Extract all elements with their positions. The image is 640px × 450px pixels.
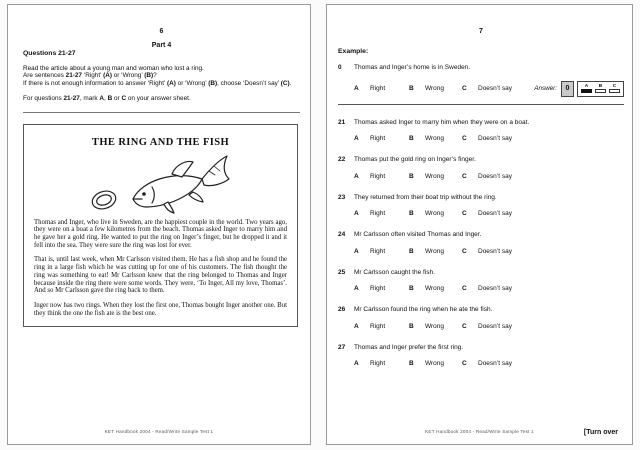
example-options [354, 81, 624, 97]
option-a-label: Right [370, 172, 386, 180]
question-row [338, 306, 624, 314]
footer-right: KET Handbook 2004 - Read/Write Sample Test 1 [425, 429, 534, 434]
option-b-letter: B [409, 360, 414, 367]
example-question [338, 64, 624, 72]
question-number: 23 [338, 193, 346, 201]
question-options [354, 173, 624, 180]
option-a-label: Right [370, 85, 386, 92]
fish-icon [133, 156, 229, 213]
example-heading: Example: [338, 48, 369, 55]
questions-heading: Questions 21-27 [23, 50, 76, 57]
option-c-letter: C [462, 247, 467, 255]
page-6 [7, 4, 311, 445]
article-title: THE RING AND THE FISH [91, 136, 230, 148]
option-b-label: Wrong [425, 135, 445, 142]
article-paragraph: Inger now has two rings. When they lost the first one, Thomas bought Inger another one. But they think the one the fish ate is the best one. [34, 301, 287, 317]
option-c-label: Doesn’t say [478, 85, 512, 92]
option-a-letter: A [354, 210, 359, 217]
option-b-label: Wrong [425, 210, 445, 217]
answer-column-a [581, 84, 592, 93]
article-paragraph: Thomas and Inger, who live in Sweden, are the happiest couple in the world. Two years ago, they were on a boat a few kilometres from the beach. Thomas asked Inger to marry him and he gave her a gold ring. He wanted to put the ring on Inger’s finger, but he dropped it and it fell into the sea. They were sure the ring was lost for ever. [34, 218, 287, 249]
question-number: 22 [338, 156, 346, 163]
answer-col-letter: A [584, 83, 589, 89]
question-options [354, 248, 624, 255]
option-c-label: Doesn’t say [478, 322, 512, 330]
question-row [338, 344, 624, 352]
example-text: Thomas and Inger’s home is in Sweden. [354, 64, 471, 71]
option-a-label: Right [370, 322, 386, 330]
question-text: They returned from their boat trip without the ring. [354, 193, 497, 201]
option-c-label: Doesn’t say [478, 210, 512, 217]
question-text: Mr Carlsson caught the fish. [354, 268, 435, 276]
question-options [354, 360, 624, 367]
answer-number-box: 0 [561, 81, 574, 97]
instruction-line: If there is not enough information to answer ‘Right’ (A) or ‘Wrong’ (B), choose ‘Doesn’t say’ (C). [23, 79, 292, 87]
option-b-letter: B [409, 85, 414, 92]
option-a-letter: A [354, 247, 359, 255]
question-row [338, 231, 624, 239]
question-number: 24 [338, 231, 346, 238]
ring-icon [89, 188, 117, 212]
article-paragraph: That is, until last week, when Mr Carlsson visited them. He has a fish shop and he found the ring in a large fish which he was cutting up for one of his customers. The fish thought the ring was something to eat! Mr Carlsson knew that the ring belonged to Thomas and Inger because inside the ring there were some words. They were, ‘To Inger, All my love, Thomas’. And so Mr Carlsson gave the ring back to them. [34, 256, 287, 295]
option-b-label: Wrong [425, 172, 445, 180]
option-b-letter: B [409, 247, 414, 255]
ring-and-fish-illustration [76, 152, 246, 216]
option-a-label: Right [370, 285, 386, 292]
option-c-letter: C [462, 172, 467, 180]
answer-mark-box [577, 81, 624, 97]
answer-label: Answer: [534, 85, 557, 92]
page-number-right: 7 [479, 28, 483, 35]
option-a-letter: A [354, 360, 359, 367]
page-7 [326, 4, 633, 445]
option-a-letter: A [354, 85, 359, 92]
instruction-line: Are sentences 21-27 ‘Right’ (A) or ‘Wrong’ (B)? [23, 72, 157, 80]
answer-mark-empty [609, 89, 620, 93]
option-a-letter: A [354, 285, 359, 292]
question-text: Thomas asked Inger to marry him when they were on a boat. [354, 118, 530, 126]
answer-mark-empty [595, 89, 606, 93]
question-text: Thomas and Inger prefer the first ring. [354, 343, 464, 351]
option-a-letter: A [354, 322, 359, 330]
option-a-letter: A [354, 135, 359, 142]
option-a-label: Right [370, 247, 386, 255]
option-a-label: Right [370, 360, 386, 367]
answer-column-b [595, 84, 606, 93]
page-number-left: 6 [159, 28, 164, 35]
option-c-letter: C [462, 210, 467, 217]
mark-instruction: For questions 21-27, mark A, B or C on your answer sheet. [23, 95, 191, 103]
question-number: 21 [338, 118, 346, 126]
option-c-label: Doesn’t say [478, 360, 512, 367]
question-row [338, 194, 624, 202]
answer-mark-filled [581, 89, 592, 93]
question-text: Mr Carlsson often visited Thomas and Inger. [354, 231, 482, 238]
footer-left: KET Handbook 2004 - Read/Write Sample Test 1 [104, 429, 214, 434]
option-a-letter: A [354, 172, 359, 180]
option-b-letter: B [409, 210, 414, 217]
turn-over-label: [Turn over [583, 429, 618, 436]
option-c-label: Doesn’t say [478, 172, 512, 180]
option-c-label: Doesn’t say [478, 247, 512, 255]
answer-unit [534, 81, 624, 97]
option-b-letter: B [409, 172, 414, 180]
question-block [338, 344, 624, 368]
example-divider [338, 104, 624, 105]
part-title: Part 4 [151, 42, 172, 49]
question-row [338, 119, 624, 127]
question-options [354, 135, 624, 142]
question-block [338, 194, 624, 218]
divider-rule [23, 112, 300, 113]
answer-col-letter: C [612, 83, 617, 89]
article-box [23, 124, 298, 328]
option-c-letter: C [462, 322, 467, 330]
question-block [338, 306, 624, 330]
question-number: 26 [338, 306, 346, 313]
instruction-line: Read the article about a young man and woman who lost a ring. [23, 65, 204, 72]
option-c-label: Doesn’t say [478, 285, 512, 292]
option-b-label: Wrong [425, 360, 445, 367]
question-number: 27 [338, 343, 346, 351]
question-row [338, 156, 624, 164]
option-c-letter: C [462, 360, 467, 367]
option-b-letter: B [409, 285, 414, 292]
option-a-label: Right [370, 210, 386, 217]
option-c-label: Doesn’t say [478, 135, 512, 142]
option-a-label: Right [370, 135, 386, 142]
option-c-letter: C [462, 135, 467, 142]
option-c-letter: C [462, 285, 467, 292]
option-b-letter: B [409, 135, 414, 142]
question-options [354, 323, 624, 330]
answer-col-letter: B [598, 83, 603, 89]
questions-list [338, 119, 624, 368]
question-text: Mr Carlsson found the ring when he ate the fish. [354, 306, 493, 313]
instructions [23, 65, 300, 87]
option-b-label: Wrong [425, 247, 445, 255]
question-block [338, 269, 624, 293]
question-row [338, 269, 624, 277]
option-b-letter: B [409, 322, 414, 330]
question-options [354, 285, 624, 292]
answer-column-c [609, 84, 620, 93]
question-options [354, 210, 624, 217]
question-text: Thomas put the gold ring on Inger’s finger. [354, 156, 476, 163]
question-block [338, 231, 624, 255]
example-number: 0 [338, 64, 342, 71]
question-block [338, 156, 624, 180]
option-c-letter: C [462, 85, 467, 92]
option-b-label: Wrong [425, 285, 445, 292]
question-block [338, 119, 624, 143]
question-number: 25 [338, 268, 346, 276]
option-b-label: Wrong [425, 322, 445, 330]
option-b-label: Wrong [425, 85, 445, 92]
